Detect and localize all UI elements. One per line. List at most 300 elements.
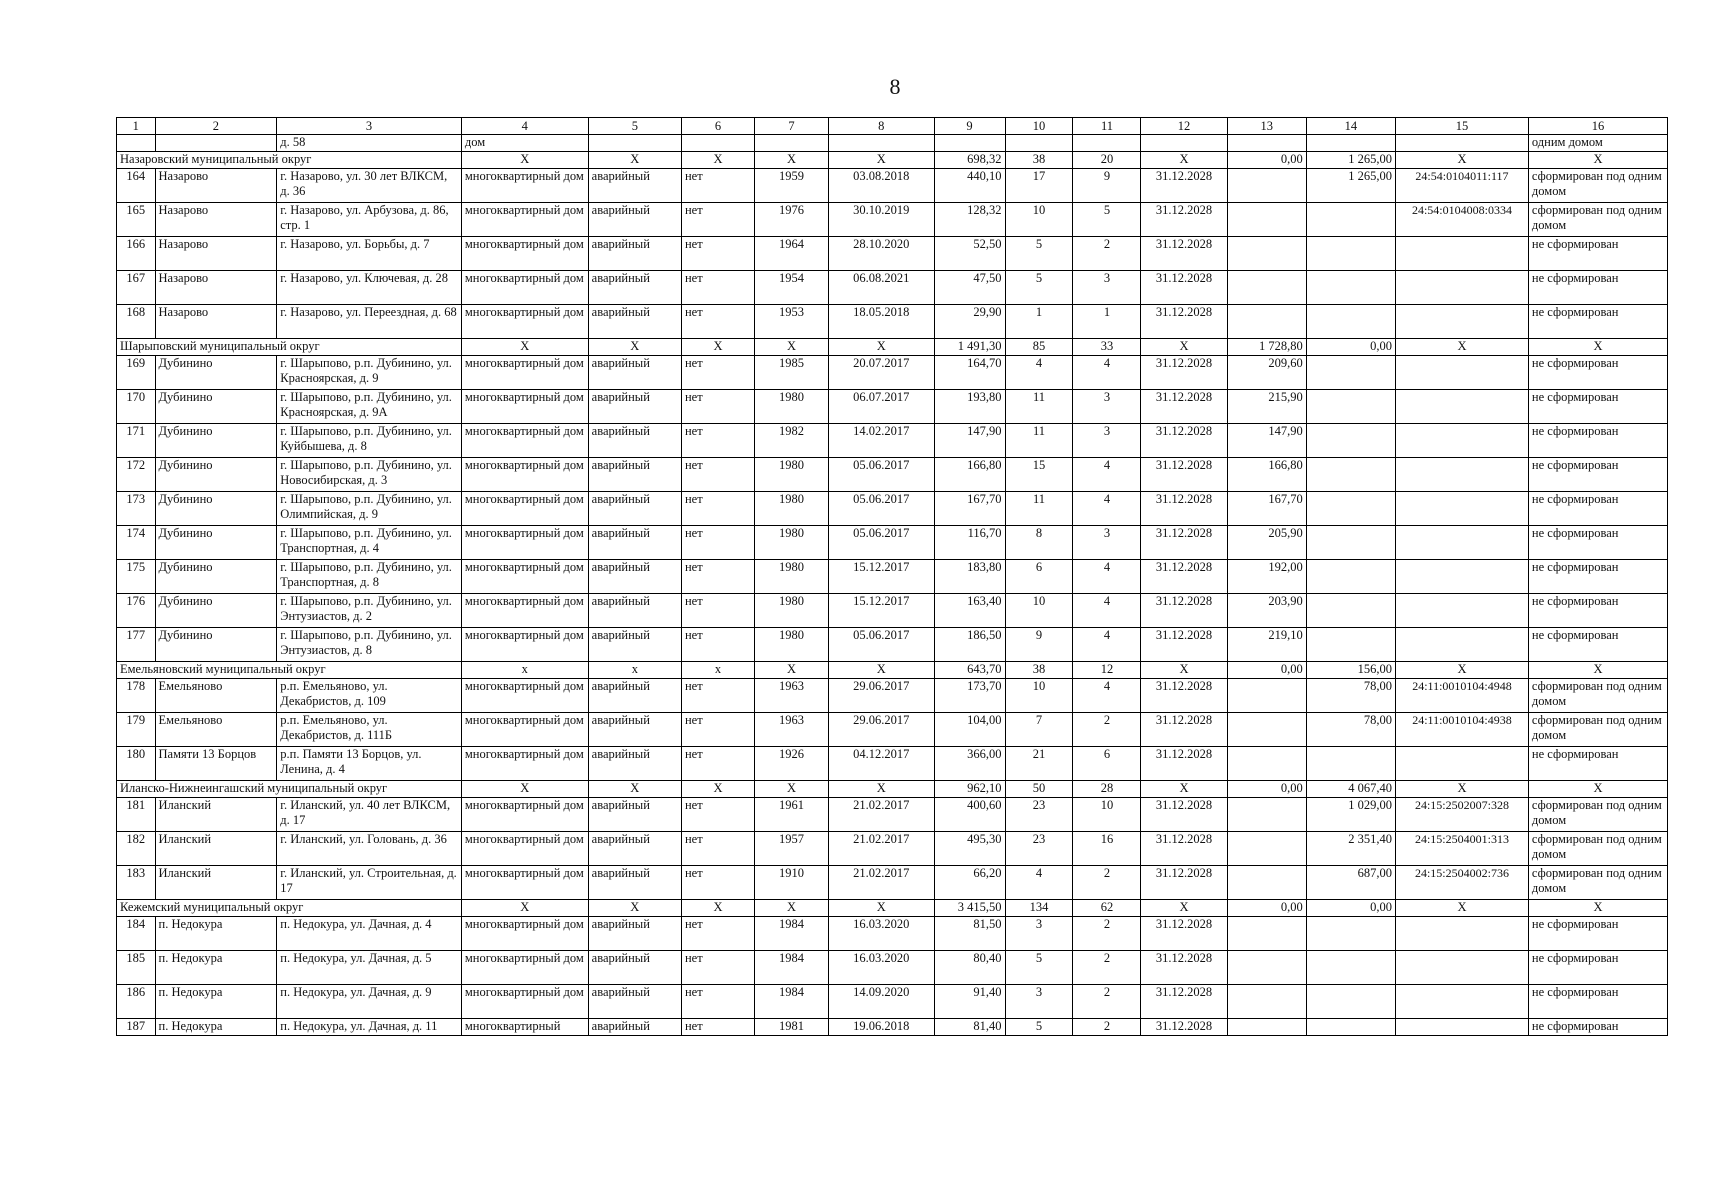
table-cell [1396, 492, 1529, 526]
table-row [117, 356, 1668, 390]
table-cell: 10 [1005, 594, 1073, 628]
table-cell: 31.12.2028 [1141, 203, 1227, 237]
table-cell: 1961 [755, 798, 829, 832]
table-cell: нет [681, 951, 754, 985]
table-cell: 29,90 [934, 305, 1005, 339]
table-cell: сформирован под одним домом [1528, 679, 1667, 713]
table-row [117, 917, 1668, 951]
table-cell: Дубинино [155, 458, 277, 492]
table-cell: 166,80 [1227, 458, 1306, 492]
table-cell: многоквартирный дом [461, 526, 588, 560]
table-cell: 21.02.2017 [829, 866, 934, 900]
table-cell [1005, 135, 1073, 152]
table-cell: 23 [1005, 798, 1073, 832]
table-cell: 31.12.2028 [1141, 390, 1227, 424]
table-cell: аварийный [588, 560, 681, 594]
table-cell [1306, 594, 1395, 628]
table-cell: Дубинино [155, 526, 277, 560]
district-group-row [117, 781, 1668, 798]
table-cell: не сформирован [1528, 917, 1667, 951]
table-cell: 169 [117, 356, 156, 390]
table-cell: 400,60 [934, 798, 1005, 832]
table-cell: 1953 [755, 305, 829, 339]
table-cell: р.п. Емельяново, ул. Декабристов, д. 109 [277, 679, 462, 713]
table-cell: 168 [117, 305, 156, 339]
table-cell: 203,90 [1227, 594, 1306, 628]
table-cell: 31.12.2028 [1141, 798, 1227, 832]
table-cell: 31.12.2028 [1141, 424, 1227, 458]
table-cell: 2 [1073, 866, 1141, 900]
group-total-cell: X [588, 781, 681, 798]
table-cell: 24:15:2504002:736 [1396, 866, 1529, 900]
table-cell: 167,70 [934, 492, 1005, 526]
table-row [117, 679, 1668, 713]
table-cell [1306, 747, 1395, 781]
table-cell: г. Назарово, ул. Переездная, д. 68 [277, 305, 462, 339]
table-cell: аварийный [588, 1019, 681, 1036]
group-total-cell: X [1528, 781, 1667, 798]
table-cell: п. Недокура, ул. Дачная, д. 9 [277, 985, 462, 1019]
table-cell: 176 [117, 594, 156, 628]
table-cell: не сформирован [1528, 951, 1667, 985]
table-cell [934, 135, 1005, 152]
table-cell: 31.12.2028 [1141, 305, 1227, 339]
table-cell: 184 [117, 917, 156, 951]
table-cell: 06.08.2021 [829, 271, 934, 305]
group-total-cell: 38 [1005, 662, 1073, 679]
table-cell [1227, 679, 1306, 713]
table-cell: 179 [117, 713, 156, 747]
group-total-cell: X [755, 662, 829, 679]
table-cell: сформирован под одним домом [1528, 169, 1667, 203]
group-total-cell: 0,00 [1227, 781, 1306, 798]
table-cell: р.п. Емельяново, ул. Декабристов, д. 111Б [277, 713, 462, 747]
header-cell: 5 [588, 118, 681, 135]
table-cell: 219,10 [1227, 628, 1306, 662]
table-cell: 1980 [755, 628, 829, 662]
table-cell: аварийный [588, 747, 681, 781]
table-cell: 164,70 [934, 356, 1005, 390]
table-cell [1306, 985, 1395, 1019]
district-group-row [117, 662, 1668, 679]
table-cell [1227, 203, 1306, 237]
table-row [117, 271, 1668, 305]
group-total-cell: X [1528, 152, 1667, 169]
group-total-cell: X [755, 339, 829, 356]
group-total-cell: 156,00 [1306, 662, 1395, 679]
table-row [117, 747, 1668, 781]
header-cell: 2 [155, 118, 277, 135]
table-cell: 23 [1005, 832, 1073, 866]
table-cell: 178 [117, 679, 156, 713]
group-total-cell: 28 [1073, 781, 1141, 798]
table-cell: 4 [1073, 679, 1141, 713]
table-cell: 1963 [755, 679, 829, 713]
table-cell: 14.09.2020 [829, 985, 934, 1019]
table-cell: не сформирован [1528, 237, 1667, 271]
table-cell: 80,40 [934, 951, 1005, 985]
table-cell: аварийный [588, 424, 681, 458]
table-cell: нет [681, 271, 754, 305]
table-cell: аварийный [588, 594, 681, 628]
table-cell [1227, 237, 1306, 271]
header-cell: 11 [1073, 118, 1141, 135]
table-cell: 1 [1005, 305, 1073, 339]
header-cell: 13 [1227, 118, 1306, 135]
table-cell: не сформирован [1528, 305, 1667, 339]
group-total-cell: 3 415,50 [934, 900, 1005, 917]
table-cell: многоквартирный дом [461, 271, 588, 305]
table-cell: 81,50 [934, 917, 1005, 951]
table-cell: п. Недокура [155, 985, 277, 1019]
group-total-cell: 85 [1005, 339, 1073, 356]
table-cell: 3 [1073, 424, 1141, 458]
table-cell: 05.06.2017 [829, 492, 934, 526]
table-cell: 1 265,00 [1306, 169, 1395, 203]
group-total-cell: X [1141, 339, 1227, 356]
district-group-row [117, 152, 1668, 169]
table-cell [1306, 271, 1395, 305]
table-cell: 31.12.2028 [1141, 985, 1227, 1019]
group-total-cell: X [755, 152, 829, 169]
table-cell: 66,20 [934, 866, 1005, 900]
table-cell: 1959 [755, 169, 829, 203]
table-cell: п. Недокура [155, 917, 277, 951]
group-total-cell: X [681, 152, 754, 169]
table-cell: 10 [1005, 203, 1073, 237]
table-cell: многоквартирный дом [461, 305, 588, 339]
table-cell: г. Иланский, ул. Головань, д. 36 [277, 832, 462, 866]
table-cell [1396, 305, 1529, 339]
header-cell: 12 [1141, 118, 1227, 135]
table-cell: 78,00 [1306, 679, 1395, 713]
group-total-cell: X [588, 900, 681, 917]
table-cell: 1981 [755, 1019, 829, 1036]
table-cell: 205,90 [1227, 526, 1306, 560]
table-cell: 192,00 [1227, 560, 1306, 594]
group-total-cell: 134 [1005, 900, 1073, 917]
table-cell: Дубинино [155, 628, 277, 662]
table-cell: Иланский [155, 798, 277, 832]
table-cell [1396, 594, 1529, 628]
table-cell: г. Шарыпово, р.п. Дубинино, ул. Транспортная, д. 8 [277, 560, 462, 594]
table-cell: нет [681, 560, 754, 594]
table-cell: многоквартирный дом [461, 203, 588, 237]
table-cell: 4 [1005, 866, 1073, 900]
continuation-row [117, 135, 1668, 152]
table-cell: 147,90 [1227, 424, 1306, 458]
table-cell: сформирован под одним домом [1528, 713, 1667, 747]
table-cell: Назарово [155, 169, 277, 203]
table-cell: нет [681, 747, 754, 781]
district-name: Кежемский муниципальный округ [117, 900, 462, 917]
table-cell: р.п. Памяти 13 Борцов, ул. Ленина, д. 4 [277, 747, 462, 781]
table-cell: 20.07.2017 [829, 356, 934, 390]
table-row [117, 560, 1668, 594]
table-cell [1306, 492, 1395, 526]
table-cell: д. 58 [277, 135, 462, 152]
table-cell: нет [681, 356, 754, 390]
table-cell [1306, 390, 1395, 424]
header-cell: 3 [277, 118, 462, 135]
group-total-cell: X [1396, 662, 1529, 679]
table-cell: 31.12.2028 [1141, 169, 1227, 203]
table-cell: 29.06.2017 [829, 679, 934, 713]
table-cell: Дубинино [155, 560, 277, 594]
table-cell: 1 029,00 [1306, 798, 1395, 832]
table-cell: 1957 [755, 832, 829, 866]
district-name: Назаровский муниципальный округ [117, 152, 462, 169]
table-cell: 1980 [755, 390, 829, 424]
table-cell: 2 [1073, 237, 1141, 271]
table-cell: 187 [117, 1019, 156, 1036]
table-cell: 147,90 [934, 424, 1005, 458]
table-cell: 495,30 [934, 832, 1005, 866]
table-cell: 24:54:0104011:117 [1396, 169, 1529, 203]
table-cell: многоквартирный дом [461, 917, 588, 951]
table-cell: 78,00 [1306, 713, 1395, 747]
table-cell: многоквартирный дом [461, 679, 588, 713]
table-cell: 6 [1005, 560, 1073, 594]
table-cell [681, 135, 754, 152]
table-cell: 31.12.2028 [1141, 747, 1227, 781]
header-cell: 10 [1005, 118, 1073, 135]
table-cell: нет [681, 1019, 754, 1036]
table-cell: нет [681, 832, 754, 866]
table-cell: 166 [117, 237, 156, 271]
group-total-cell: 0,00 [1227, 900, 1306, 917]
table-cell: многоквартирный дом [461, 866, 588, 900]
table-cell [1396, 237, 1529, 271]
table-cell: 7 [1005, 713, 1073, 747]
table-cell: не сформирован [1528, 424, 1667, 458]
district-name: Шарыповский муниципальный округ [117, 339, 462, 356]
table-cell [1227, 271, 1306, 305]
table-cell: г. Назарово, ул. 30 лет ВЛКСМ, д. 36 [277, 169, 462, 203]
table-cell: 06.07.2017 [829, 390, 934, 424]
table-row [117, 594, 1668, 628]
table-cell: 16.03.2020 [829, 951, 934, 985]
table-cell: 17 [1005, 169, 1073, 203]
table-cell: 167 [117, 271, 156, 305]
table-cell: многоквартирный дом [461, 492, 588, 526]
table-cell: п. Недокура, ул. Дачная, д. 4 [277, 917, 462, 951]
group-total-cell: X [1141, 152, 1227, 169]
table-cell: не сформирован [1528, 628, 1667, 662]
table-cell: 5 [1005, 237, 1073, 271]
table-cell: 209,60 [1227, 356, 1306, 390]
table-cell [1306, 1019, 1395, 1036]
table-cell: многоквартирный дом [461, 390, 588, 424]
table-cell: 1926 [755, 747, 829, 781]
table-cell: 4 [1073, 458, 1141, 492]
header-cell: 16 [1528, 118, 1667, 135]
group-total-cell: X [681, 339, 754, 356]
table-cell [1306, 951, 1395, 985]
table-cell: г. Шарыпово, р.п. Дубинино, ул. Новосибирская, д. 3 [277, 458, 462, 492]
table-cell: 2 [1073, 713, 1141, 747]
table-cell: 177 [117, 628, 156, 662]
table-cell: 31.12.2028 [1141, 951, 1227, 985]
table-cell [1396, 985, 1529, 1019]
group-total-cell: X [755, 781, 829, 798]
table-cell: 3 [1073, 271, 1141, 305]
table-cell: 24:11:0010104:4948 [1396, 679, 1529, 713]
table-cell [117, 135, 156, 152]
group-total-cell: 4 067,40 [1306, 781, 1395, 798]
table-cell: нет [681, 237, 754, 271]
table-cell: многоквартирный дом [461, 747, 588, 781]
table-cell: аварийный [588, 917, 681, 951]
table-cell: 2 [1073, 951, 1141, 985]
table-cell: 31.12.2028 [1141, 866, 1227, 900]
header-cell: 4 [461, 118, 588, 135]
table-cell: 1963 [755, 713, 829, 747]
housing-table [116, 117, 1668, 1036]
table-cell: 1980 [755, 560, 829, 594]
table-cell: 05.06.2017 [829, 628, 934, 662]
table-cell: Емельяново [155, 679, 277, 713]
group-total-cell: X [1528, 662, 1667, 679]
table-cell: 182 [117, 832, 156, 866]
table-cell [1306, 135, 1395, 152]
table-cell: аварийный [588, 832, 681, 866]
table-cell: г. Шарыпово, р.п. Дубинино, ул. Куйбышева, д. 8 [277, 424, 462, 458]
table-cell [1073, 135, 1141, 152]
table-cell: 2 [1073, 1019, 1141, 1036]
group-total-cell: X [829, 662, 934, 679]
table-cell: Назарово [155, 305, 277, 339]
table-cell: 3 [1073, 526, 1141, 560]
table-cell: 5 [1005, 1019, 1073, 1036]
table-cell [1227, 713, 1306, 747]
group-total-cell: X [1396, 152, 1529, 169]
table-cell: 4 [1073, 594, 1141, 628]
table-cell: 1980 [755, 526, 829, 560]
table-cell: 21 [1005, 747, 1073, 781]
table-cell [1227, 1019, 1306, 1036]
table-cell: 173 [117, 492, 156, 526]
table-cell: п. Недокура [155, 1019, 277, 1036]
table-cell: п. Недокура, ул. Дачная, д. 11 [277, 1019, 462, 1036]
table-cell [1306, 560, 1395, 594]
table-cell [1396, 917, 1529, 951]
table-cell: многоквартирный дом [461, 951, 588, 985]
table-cell: аварийный [588, 951, 681, 985]
table-cell: не сформирован [1528, 356, 1667, 390]
table-cell: 31.12.2028 [1141, 492, 1227, 526]
table-cell: 24:11:0010104:4938 [1396, 713, 1529, 747]
table-cell: 4 [1073, 356, 1141, 390]
table-cell: 1980 [755, 492, 829, 526]
group-total-cell: 33 [1073, 339, 1141, 356]
table-cell: аварийный [588, 237, 681, 271]
header-cell: 1 [117, 118, 156, 135]
group-total-cell: X [829, 900, 934, 917]
table-cell: г. Шарыпово, р.п. Дубинино, ул. Красноярская, д. 9 [277, 356, 462, 390]
table-cell: сформирован под одним домом [1528, 798, 1667, 832]
table-cell: 1982 [755, 424, 829, 458]
table-cell: аварийный [588, 169, 681, 203]
table-cell: 186,50 [934, 628, 1005, 662]
group-total-cell: X [588, 339, 681, 356]
table-cell: 31.12.2028 [1141, 560, 1227, 594]
table-cell: 1980 [755, 458, 829, 492]
table-cell: г. Назарово, ул. Борьбы, д. 7 [277, 237, 462, 271]
table-cell: нет [681, 594, 754, 628]
table-cell: нет [681, 390, 754, 424]
table-cell: 47,50 [934, 271, 1005, 305]
table-cell: не сформирован [1528, 594, 1667, 628]
table-cell: 1910 [755, 866, 829, 900]
table-cell: аварийный [588, 271, 681, 305]
group-total-cell: X [681, 781, 754, 798]
table-cell: 172 [117, 458, 156, 492]
table-cell: 31.12.2028 [1141, 679, 1227, 713]
table-cell [155, 135, 277, 152]
table-row [117, 798, 1668, 832]
group-total-cell: X [755, 900, 829, 917]
group-total-cell: X [1396, 900, 1529, 917]
table-cell: нет [681, 679, 754, 713]
table-row [117, 985, 1668, 1019]
table-cell [1227, 798, 1306, 832]
table-cell: аварийный [588, 492, 681, 526]
table-cell: 185 [117, 951, 156, 985]
group-total-cell: 20 [1073, 152, 1141, 169]
table-cell: 174 [117, 526, 156, 560]
group-total-cell: X [461, 781, 588, 798]
group-total-cell: 0,00 [1306, 339, 1395, 356]
table-cell: 31.12.2028 [1141, 917, 1227, 951]
table-cell [1227, 169, 1306, 203]
table-cell: 8 [1005, 526, 1073, 560]
table-cell: нет [681, 169, 754, 203]
group-total-cell: 62 [1073, 900, 1141, 917]
group-total-cell: x [588, 662, 681, 679]
table-cell: 687,00 [1306, 866, 1395, 900]
group-total-cell: 50 [1005, 781, 1073, 798]
table-cell: Иланский [155, 832, 277, 866]
table-row [117, 237, 1668, 271]
header-cell: 14 [1306, 118, 1395, 135]
table-cell: аварийный [588, 985, 681, 1019]
table-cell: 19.06.2018 [829, 1019, 934, 1036]
table-cell: 116,70 [934, 526, 1005, 560]
table-cell: 1 [1073, 305, 1141, 339]
table-cell: 1984 [755, 917, 829, 951]
table-cell: 4 [1005, 356, 1073, 390]
table-cell: 175 [117, 560, 156, 594]
table-cell [1396, 560, 1529, 594]
table-cell [1306, 424, 1395, 458]
table-cell [1227, 917, 1306, 951]
table-cell: Дубинино [155, 356, 277, 390]
table-cell: аварийный [588, 305, 681, 339]
table-cell: 128,32 [934, 203, 1005, 237]
table-cell: многоквартирный дом [461, 628, 588, 662]
table-row [117, 203, 1668, 237]
table-cell [1227, 866, 1306, 900]
table-cell: г. Шарыпово, р.п. Дубинино, ул. Энтузиастов, д. 8 [277, 628, 462, 662]
table-cell [829, 135, 934, 152]
table-cell: нет [681, 628, 754, 662]
table-cell [1396, 526, 1529, 560]
table-cell: 440,10 [934, 169, 1005, 203]
table-cell: Назарово [155, 271, 277, 305]
table-cell: 24:54:0104008:0334 [1396, 203, 1529, 237]
table-cell: 14.02.2017 [829, 424, 934, 458]
